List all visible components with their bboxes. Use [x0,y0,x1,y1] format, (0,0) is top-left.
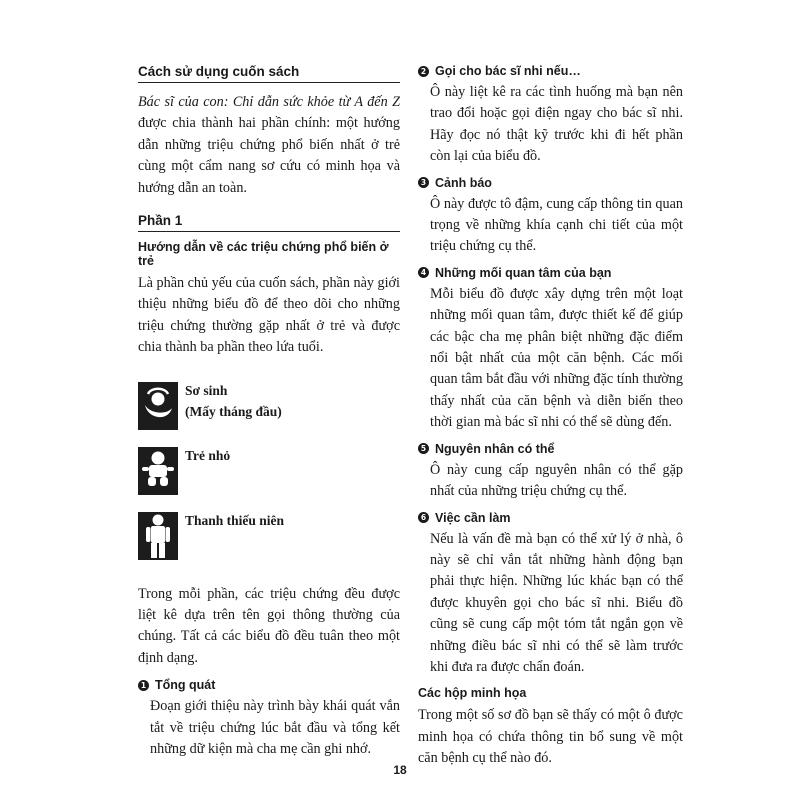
book-title: Bác sĩ của con: Chỉ dẫn sức khỏe từ A đến Z [138,94,400,110]
action-item [418,511,683,679]
illustration-boxes-section [418,686,683,769]
age-group-toddler [138,447,400,495]
newborn-sublabel: (Mấy tháng đầu) [185,403,282,419]
part1-subheading: Hướng dẫn về các triệu chứng phổ biến ở trẻ [138,240,389,269]
concerns-item [418,266,683,434]
possible-causes-title: Nguyên nhân có thể [435,441,555,456]
call-doctor-item [418,64,683,168]
action-title: Việc cần làm [435,510,511,525]
call-doctor-body: Ô này liệt kê ra các tình huống mà bạn nên trao đổi hoặc gọi điện ngay cho bác sĩ nhi. Hãy đọc nó thật kỹ trước khi đi hết phần còn lại của biểu đồ. [430,84,683,165]
part1-heading: Phần 1 [138,213,400,232]
warning-number-badge: 3 [418,177,429,188]
left-column [138,64,400,761]
age-group-newborn [138,382,400,430]
age-group-teenager [138,512,400,560]
action-body: Nếu là vấn đề mà bạn có thể xử lý ở nhà, ô này sẽ chỉ vắn tắt những hành động bạn phải thực hiện. Những lúc khác bạn có thể được khuyên gọi cho bác sĩ nhi. Biểu đồ cũng sẽ cung cấp một tóm tắt ngắn gọn về những điều bác sĩ nhi có thể sẽ làm trước khi đưa ra được chẩn đoán. [430,530,683,675]
newborn-label: Sơ sinh [185,382,228,398]
sections-summary: Trong mỗi phần, các triệu chứng đều được liệt kê dựa trên tên gọi thông thường của chúng. Tất cả các biểu đồ đều tuân theo một định dạng. [138,585,400,666]
action-number-badge: 6 [418,512,429,523]
warning-body: Ô này được tô đậm, cung cấp thông tin quan trọng về những khía cạnh chi tiết của một triệu chứng cụ thể. [430,195,683,255]
teenager-icon [138,512,178,560]
page-number: 18 [393,763,407,777]
toddler-icon [138,447,178,495]
illustration-boxes-body: Trong một số sơ đồ bạn sẽ thấy có một ô được minh họa có chứa thông tin bổ sung về một căn bệnh cụ thể nào đó. [418,707,683,767]
newborn-icon [138,382,178,430]
intro-rest: được chia thành hai phần chính: một hướng dẫn những triệu chứng phổ biến nhất ở trẻ cùng một cẩm nang sơ cứu có minh họa và hướng dẫn an toàn. [138,115,400,196]
concerns-number-badge: 4 [418,267,429,278]
part1-body: Là phần chủ yếu của cuốn sách, phần này giới thiệu những biểu đồ để theo dõi cho những triệu chứng thường gặp nhất ở trẻ và được chia thành ba phần theo lứa tuổi. [138,275,400,356]
call-doctor-number-badge: 2 [418,66,429,77]
overview-body: Đoạn giới thiệu này trình bày khái quát vắn tắt về triệu chứng lúc bắt đầu và tổng kết những dữ kiện mà cha mẹ cần ghi nhớ. [150,698,400,758]
how-to-use-intro [138,92,400,199]
possible-causes-body: Ô này cung cấp nguyên nhân có thể gặp nhất của những triệu chứng cụ thể. [430,461,683,500]
right-column [418,64,683,770]
how-to-use-heading: Cách sử dụng cuốn sách [138,64,400,83]
teenager-label: Thanh thiếu niên [185,512,285,528]
concerns-title: Những mối quan tâm của bạn [435,265,612,280]
possible-causes-item [418,442,683,503]
concerns-body: Mỗi biểu đồ được xây dựng trên một loạt những mối quan tâm, được thiết kế để giúp các bậc cha mẹ phân biệt những đặc điểm nổi bật nhất của một căn bệnh. Các mối quan tâm bắt đầu với những đặc tính thường thấy nhất của căn bệnh và diễn biến theo thời gian mà bác sĩ nhi có thể sẽ dùng đến. [430,285,683,431]
overview-number-badge: 1 [138,680,149,691]
possible-causes-number-badge: 5 [418,443,429,454]
age-group-list [138,382,400,560]
call-doctor-title: Gọi cho bác sĩ nhi nếu… [435,64,581,78]
warning-item [418,176,683,258]
overview-title: Tổng quát [155,678,216,693]
illustration-boxes-heading: Các hộp minh họa [418,686,527,701]
toddler-label: Trẻ nhỏ [185,447,231,463]
overview-item [138,678,400,760]
warning-title: Cảnh báo [435,175,492,190]
